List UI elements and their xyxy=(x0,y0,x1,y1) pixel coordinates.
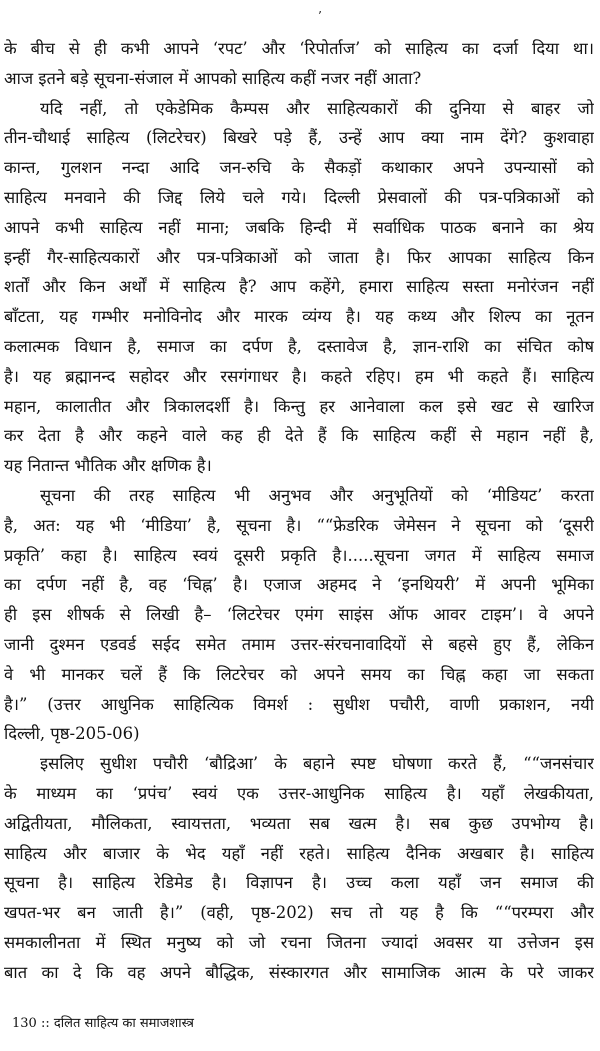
page-footer xyxy=(12,1016,194,1032)
text-line: यह नितान्त भौतिक और क्षणिक है। xyxy=(4,456,212,476)
text-line: साहित्य मनवाने की जिद्द लिये चले गये। दिल्ली प्रेसवालों की पत्र-पत्रिकाओं को xyxy=(4,187,594,207)
text-line: समकालीनता में स्थित मनुष्य को जो रचना जितना ज्यादां अवसर या उत्तेजन इस xyxy=(4,932,594,952)
text-line: दिल्ली, पृष्ठ-205-06) xyxy=(4,724,140,744)
page-number: 130 xyxy=(12,1016,37,1031)
body-text xyxy=(4,34,594,988)
text-line: के बीच से ही कभी आपने ‘रपट’ और ‘रिपोर्ताज’ को साहित्य का दर्जा दिया था। xyxy=(4,39,594,58)
text-line: आपने कभी साहित्य नहीं माना; जबकि हिन्दी में सर्वाधिक पाठक बनाने का श्रेय xyxy=(4,217,594,237)
text-line: अद्वितीयता, मौलिकता, स्वायत्तता, भव्यता सब खत्म है। सब कुछ उपभोग्य है। xyxy=(4,813,594,833)
text-line: है।” (उत्तर आधुनिक साहित्यिक विमर्श : सुधीश पचौरी, वाणी प्रकाशन, नयी xyxy=(4,694,594,714)
text-line: का दर्पण नहीं है, वह ‘चिह्न’ है। एजाज अहमद ने ‘इनथियरी’ में अपनी भूमिका xyxy=(4,575,594,595)
text-line: बात का दे कि वह अपने बौद्धिक, संस्कारगत और सामाजिक आत्म के परे जाकर xyxy=(4,962,594,982)
text-line: शर्तों और किन अर्थों में साहित्य है? आप कहेंगे, हमारा साहित्य सस्ता मनोरंजन नहीं xyxy=(4,277,594,297)
text-line: आज इतने बड़े सूचना-संजाल में आपको साहित्य कहीं नजर नहीं आता? xyxy=(4,68,422,88)
text-line: सूचना है। साहित्य रेडिमेड है। विज्ञापन है। उच्च कला यहाँ जन समाज की xyxy=(4,873,594,893)
text-line: है, अत: यह भी ‘मीडिया’ है, सूचना है। ““फ्रेडरिक जेमेसन ने सूचना को ‘दूसरी xyxy=(4,515,594,535)
top-mark: ’ xyxy=(318,9,322,23)
text-line: इन्हीं गैर-साहित्यकारों और पत्र-पत्रिकाओं को जाता है। फिर आपका साहित्य किन xyxy=(4,247,594,267)
text-line: महान, कालातीत और त्रिकालदर्शी है। किन्तु हर आनेवाला कल इसे खट से खारिज xyxy=(4,396,594,416)
text-line: यदि नहीं, तो एकेडेमिक कैम्पस और साहित्यकारों की दुनिया से बाहर जो xyxy=(40,98,594,118)
text-line: कलात्मक विधान है, समाज का दर्पण है, दस्तावेज है, ज्ञान-राशि का संचित कोष xyxy=(4,336,594,356)
text-line: कान्त, गुलशन नन्दा आदि जन-रुचि के सैकड़ों कथाकार अपने उपन्यासों को xyxy=(4,158,594,178)
text-line: तीन-चौथाई साहित्य (लिटरेचर) बिखरे पड़े हैं, उन्हें आप क्या नाम देंगे? कुशवाहा xyxy=(4,128,594,148)
text-line: है। यह ब्रह्मानन्द सहोदर और रसगंगाधर है। कहते रहिए। हम भी कहते हैं। साहित्य xyxy=(4,366,594,386)
running-title: दलित साहित्य का समाजशास्त्र xyxy=(53,1016,194,1031)
text-line: वे भी मानकर चलें हैं कि लिटरेचर को अपने समय का चिह्न कहा जा सकता xyxy=(4,664,594,684)
text-line: इसलिए सुधीश पचौरी ‘बौद्रिआ’ के बहाने स्पष्ट घोषणा करते हैं, ““जनसंचार xyxy=(40,754,594,774)
paragraph xyxy=(4,94,594,481)
paragraph xyxy=(4,481,594,749)
text-line: जानी दुश्मन एडवर्ड सईद समेत तमाम उत्तर-संरचनावादियों से बहसे हुए हैं, लेकिन xyxy=(4,634,594,654)
text-line: खपत-भर बन जाती है।” (वही, पृष्ठ-202) सच तो यह है कि ““परम्परा और xyxy=(4,903,594,923)
paragraph xyxy=(4,749,594,987)
text-line: कर देता है और कहने वाले कह ही देते हैं कि साहित्य कहीं से महान नहीं है, xyxy=(4,426,594,446)
text-line: प्रकृति’ कहा है। साहित्य स्वयं दूसरी प्रकृति है।.....सूचना जगत में साहित्य समाज xyxy=(4,545,594,565)
text-line: ही इस शीषर्क से लिखी है– ‘लिटरेचर एमंग साइंस ऑफ आवर टाइम’। वे अपने xyxy=(4,605,594,625)
footer-separator: :: xyxy=(40,1016,50,1031)
paragraph xyxy=(4,34,594,94)
text-line: बाँटता, यह गम्भीर मनोविनोद और मारक व्यंग्य है। यह कथ्य और शिल्प का नूतन xyxy=(4,307,594,327)
text-line: सूचना की तरह साहित्य भी अनुभव और अनुभूतियों को ‘मीडियट’ करता xyxy=(40,485,594,505)
text-line: साहित्य और बाजार के भेद यहाँ नहीं रहते। साहित्य दैनिक अखबार है। साहित्य xyxy=(4,843,594,863)
text-line: के माध्यम का ‘प्रपंच’ स्वयं एक उत्तर-आधुनिक साहित्य है। यहाँ लेखकीयता, xyxy=(4,783,594,803)
